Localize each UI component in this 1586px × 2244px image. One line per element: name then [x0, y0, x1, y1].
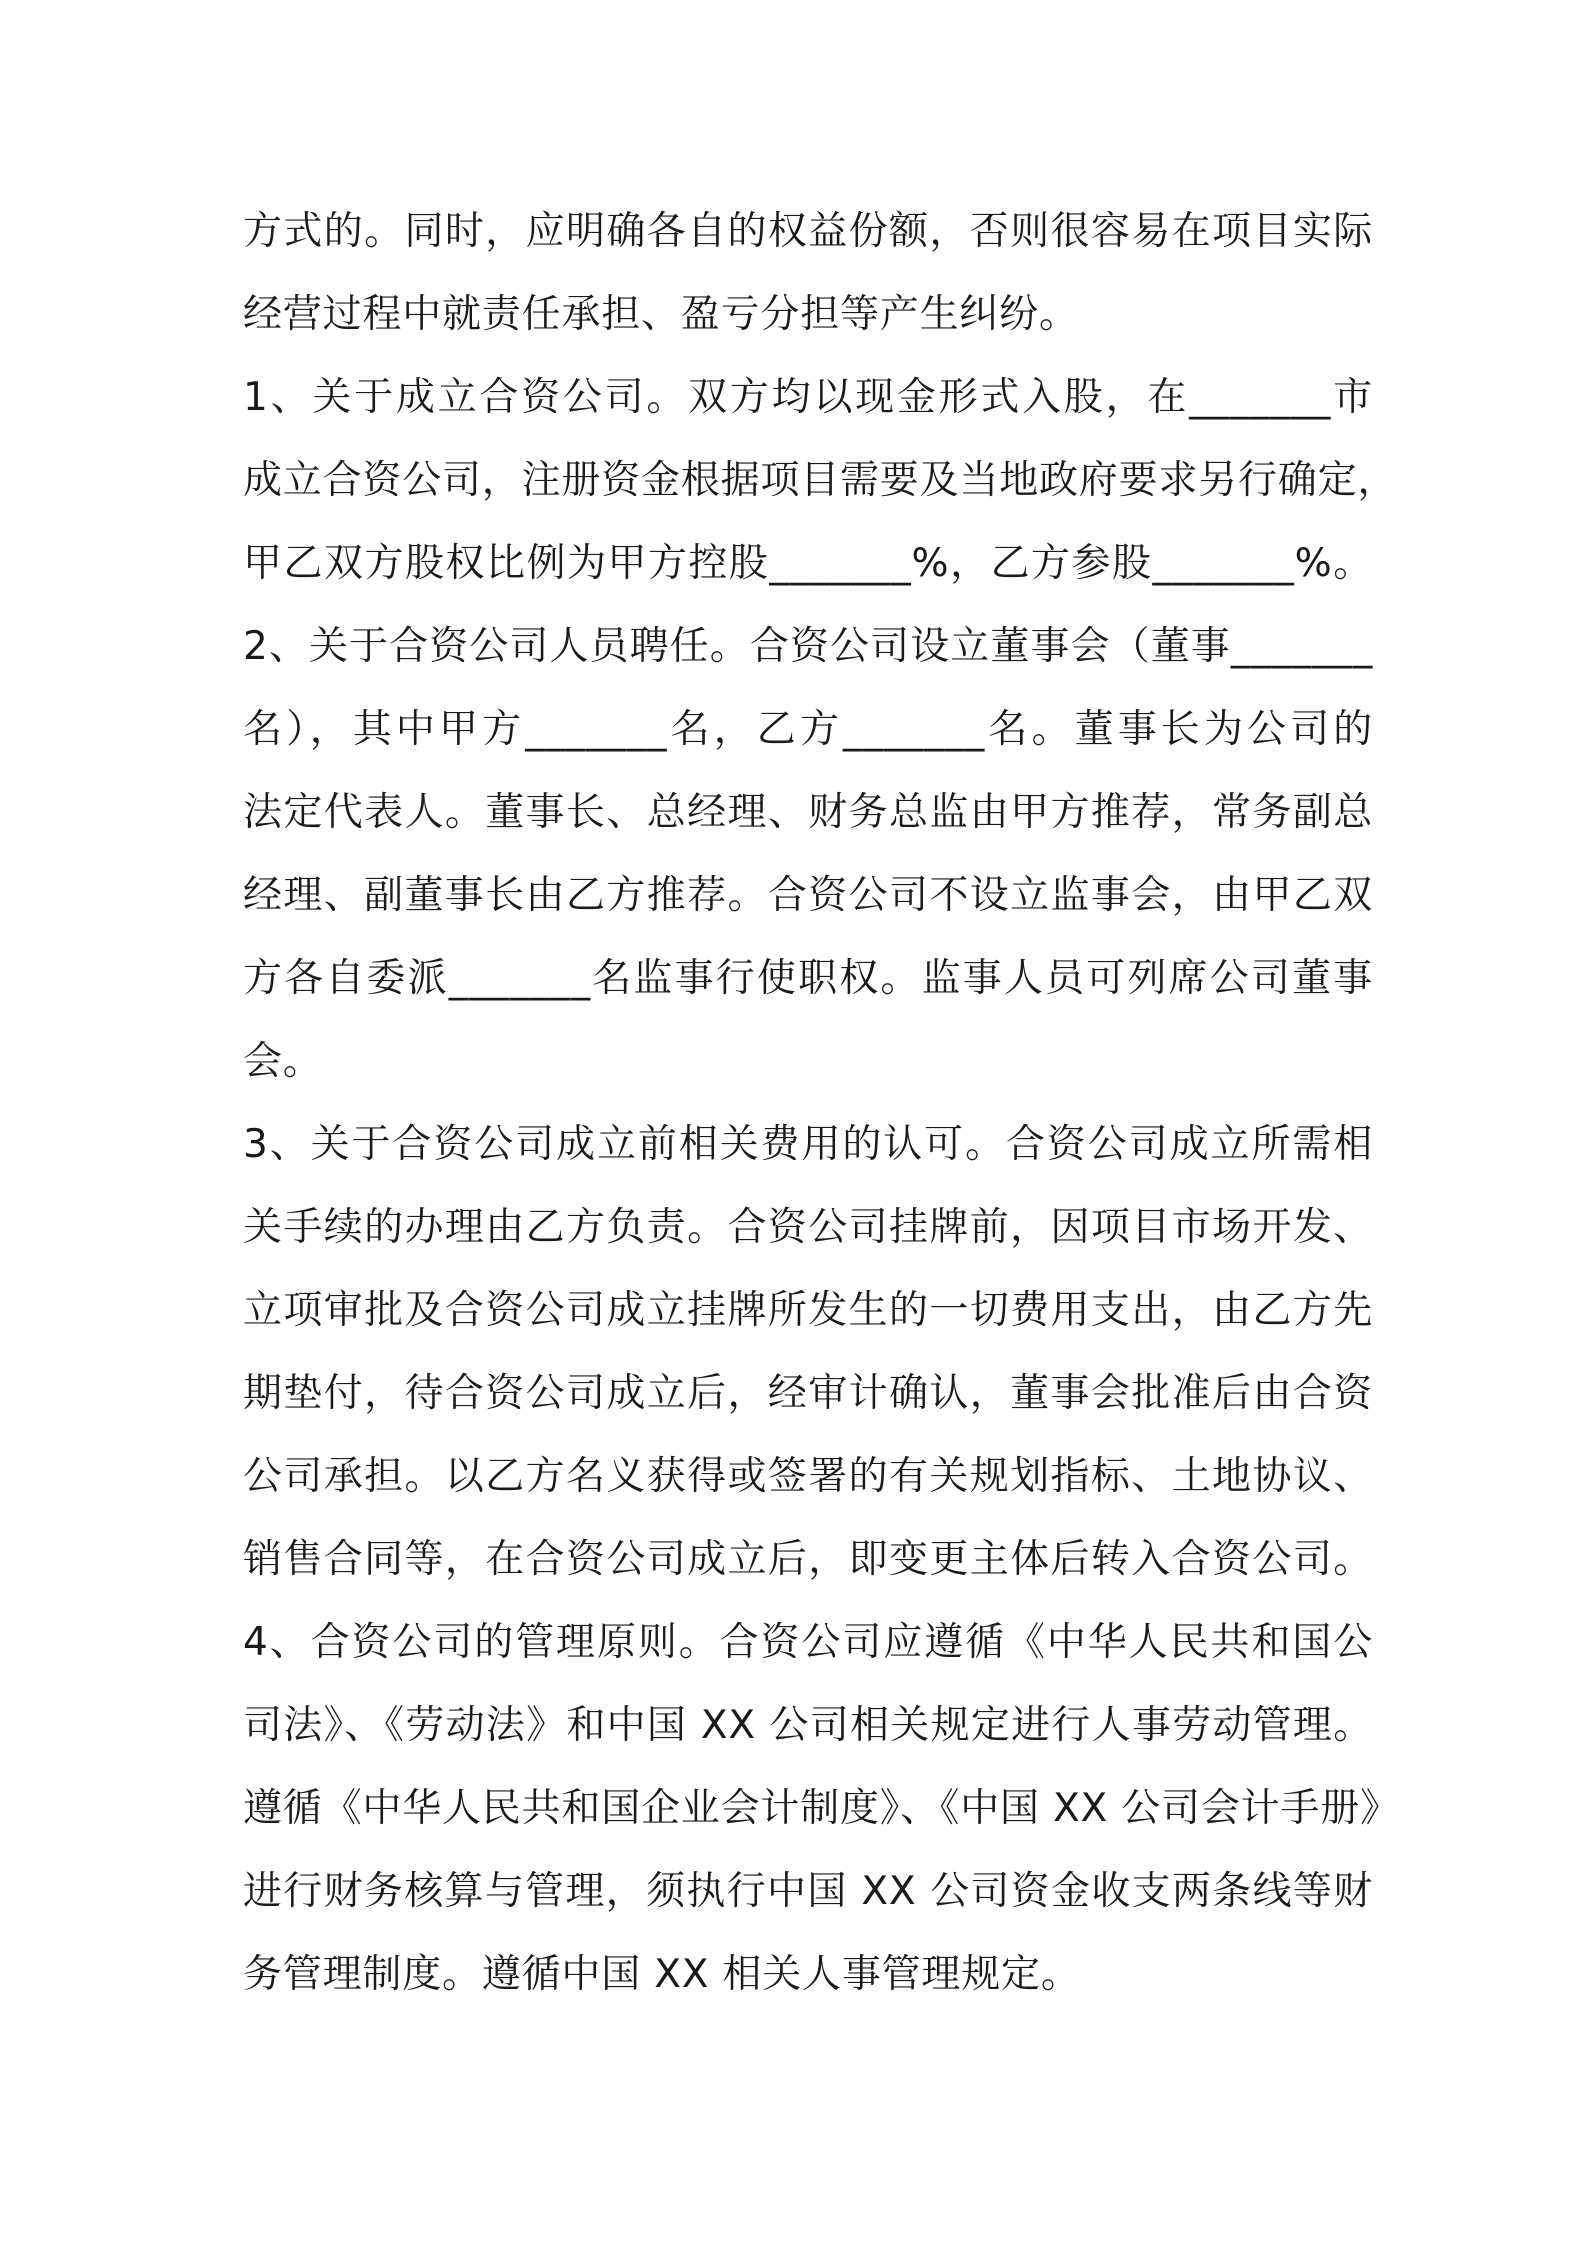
text-line: 2、关于合资公司人员聘任。合资公司设立董事会（董事_______ [243, 624, 1373, 669]
text-line: 经营过程中就责任承担、盈亏分担等产生纠纷。 [243, 292, 1079, 337]
text-line: 公司承担。以乙方名义获得或签署的有关规划指标、土地协议、 [243, 1454, 1373, 1499]
text-line: 立项审批及合资公司成立挂牌所发生的一切费用支出，由乙方先 [243, 1288, 1373, 1333]
document-body [243, 190, 1400, 2016]
text-line: 法定代表人。董事长、总经理、财务总监由甲方推荐，常务副总 [243, 790, 1373, 835]
text-line: 方式的。同时，应明确各自的权益份额，否则很容易在项目实际 [243, 209, 1373, 254]
text-line: 甲乙双方股权比例为甲方控股_______%，乙方参股_______%。 [243, 541, 1373, 586]
text-line: 司法》、《劳动法》和中国 XX 公司相关规定进行人事劳动管理。 [243, 1703, 1373, 1748]
text-line: 名），其中甲方_______名，乙方_______名。董事长为公司的 [243, 707, 1373, 752]
text-line: 1、关于成立合资公司。双方均以现金形式入股，在_______市 [243, 375, 1373, 420]
text-line: 会。 [243, 1039, 323, 1084]
text-line: 成立合资公司，注册资金根据项目需要及当地政府要求另行确定， [243, 458, 1398, 503]
text-line: 关手续的办理由乙方负责。合资公司挂牌前，因项目市场开发、 [243, 1205, 1373, 1250]
text-line: 4、合资公司的管理原则。合资公司应遵循《中华人民共和国公 [243, 1620, 1373, 1665]
text-line: 方各自委派_______名监事行使职权。监事人员可列席公司董事 [243, 956, 1373, 1001]
text-line: 务管理制度。遵循中国 XX 相关人事管理规定。 [243, 1952, 1081, 1997]
text-line: 进行财务核算与管理，须执行中国 XX 公司资金收支两条线等财 [243, 1869, 1373, 1914]
text-line: 期垫付，待合资公司成立后，经审计确认，董事会批准后由合资 [243, 1371, 1373, 1416]
text-line: 销售合同等，在合资公司成立后，即变更主体后转入合资公司。 [243, 1537, 1373, 1582]
text-line: 遵循《中华人民共和国企业会计制度》、《中国 XX 公司会计手册》 [243, 1786, 1400, 1831]
text-line: 经理、副董事长由乙方推荐。合资公司不设立监事会，由甲乙双 [243, 873, 1373, 918]
text-line: 3、关于合资公司成立前相关费用的认可。合资公司成立所需相 [243, 1122, 1373, 1167]
